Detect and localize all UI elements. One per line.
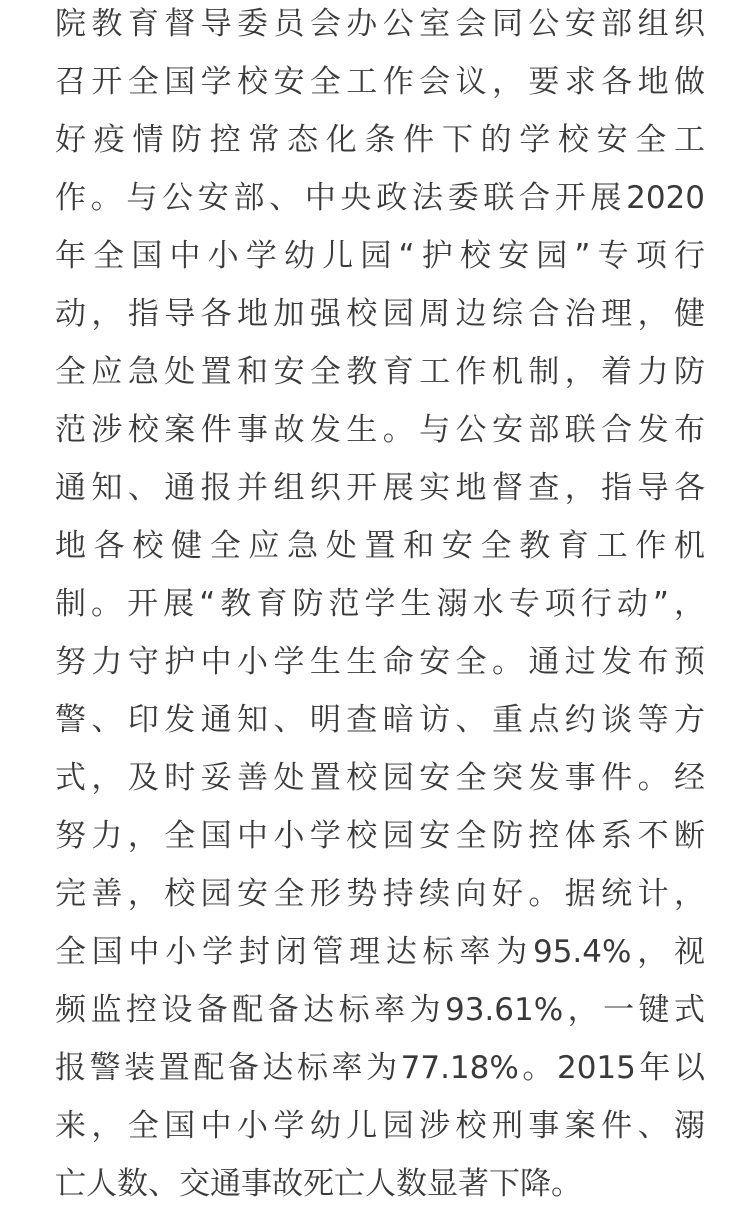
text-line-14: 式，及时妥善处置校园安全突发事件。经 (55, 760, 705, 796)
text-line-4: 作。与公安部、中央政法委联合开展2020 (55, 180, 705, 216)
text-line-20: 来，全国中小学幼儿园涉校刑事案件、溺 (55, 1108, 705, 1144)
text-line-3: 好疫情防控常态化条件下的学校安全工 (55, 122, 705, 158)
text-line-1: 院教育督导委员会办公室会同公安部组织 (55, 6, 705, 42)
text-line-17: 全国中小学封闭管理达标率为95.4%，视 (55, 934, 705, 970)
text-line-10: 地各校健全应急处置和安全教育工作机 (55, 528, 705, 564)
text-line-12: 努力守护中小学生生命安全。通过发布预 (55, 644, 705, 680)
text-line-6: 动，指导各地加强校园周边综合治理，健 (55, 296, 705, 332)
article-body (55, 0, 705, 1216)
text-line-21: 亡人数、交通事故死亡人数显著下降。 (55, 1166, 582, 1202)
text-line-8: 范涉校案件事故发生。与公安部联合发布 (55, 412, 705, 448)
text-line-5: 年全国中小学幼儿园“护校安园”专项行 (55, 238, 705, 274)
text-line-18: 频监控设备配备达标率为93.61%，一键式 (55, 992, 705, 1028)
text-line-7: 全应急处置和安全教育工作机制，着力防 (55, 354, 705, 390)
text-line-9: 通知、通报并组织开展实地督查，指导各 (55, 470, 705, 506)
text-line-11: 制。开展“教育防范学生溺水专项行动”， (55, 586, 705, 622)
text-line-15: 努力，全国中小学校园安全防控体系不断 (55, 818, 705, 854)
text-line-16: 完善，校园安全形势持续向好。据统计， (55, 876, 705, 912)
text-line-13: 警、印发通知、明查暗访、重点约谈等方 (55, 702, 705, 738)
text-line-19: 报警装置配备达标率为77.18%。2015年以 (55, 1050, 705, 1086)
text-line-2: 召开全国学校安全工作会议，要求各地做 (55, 64, 705, 100)
